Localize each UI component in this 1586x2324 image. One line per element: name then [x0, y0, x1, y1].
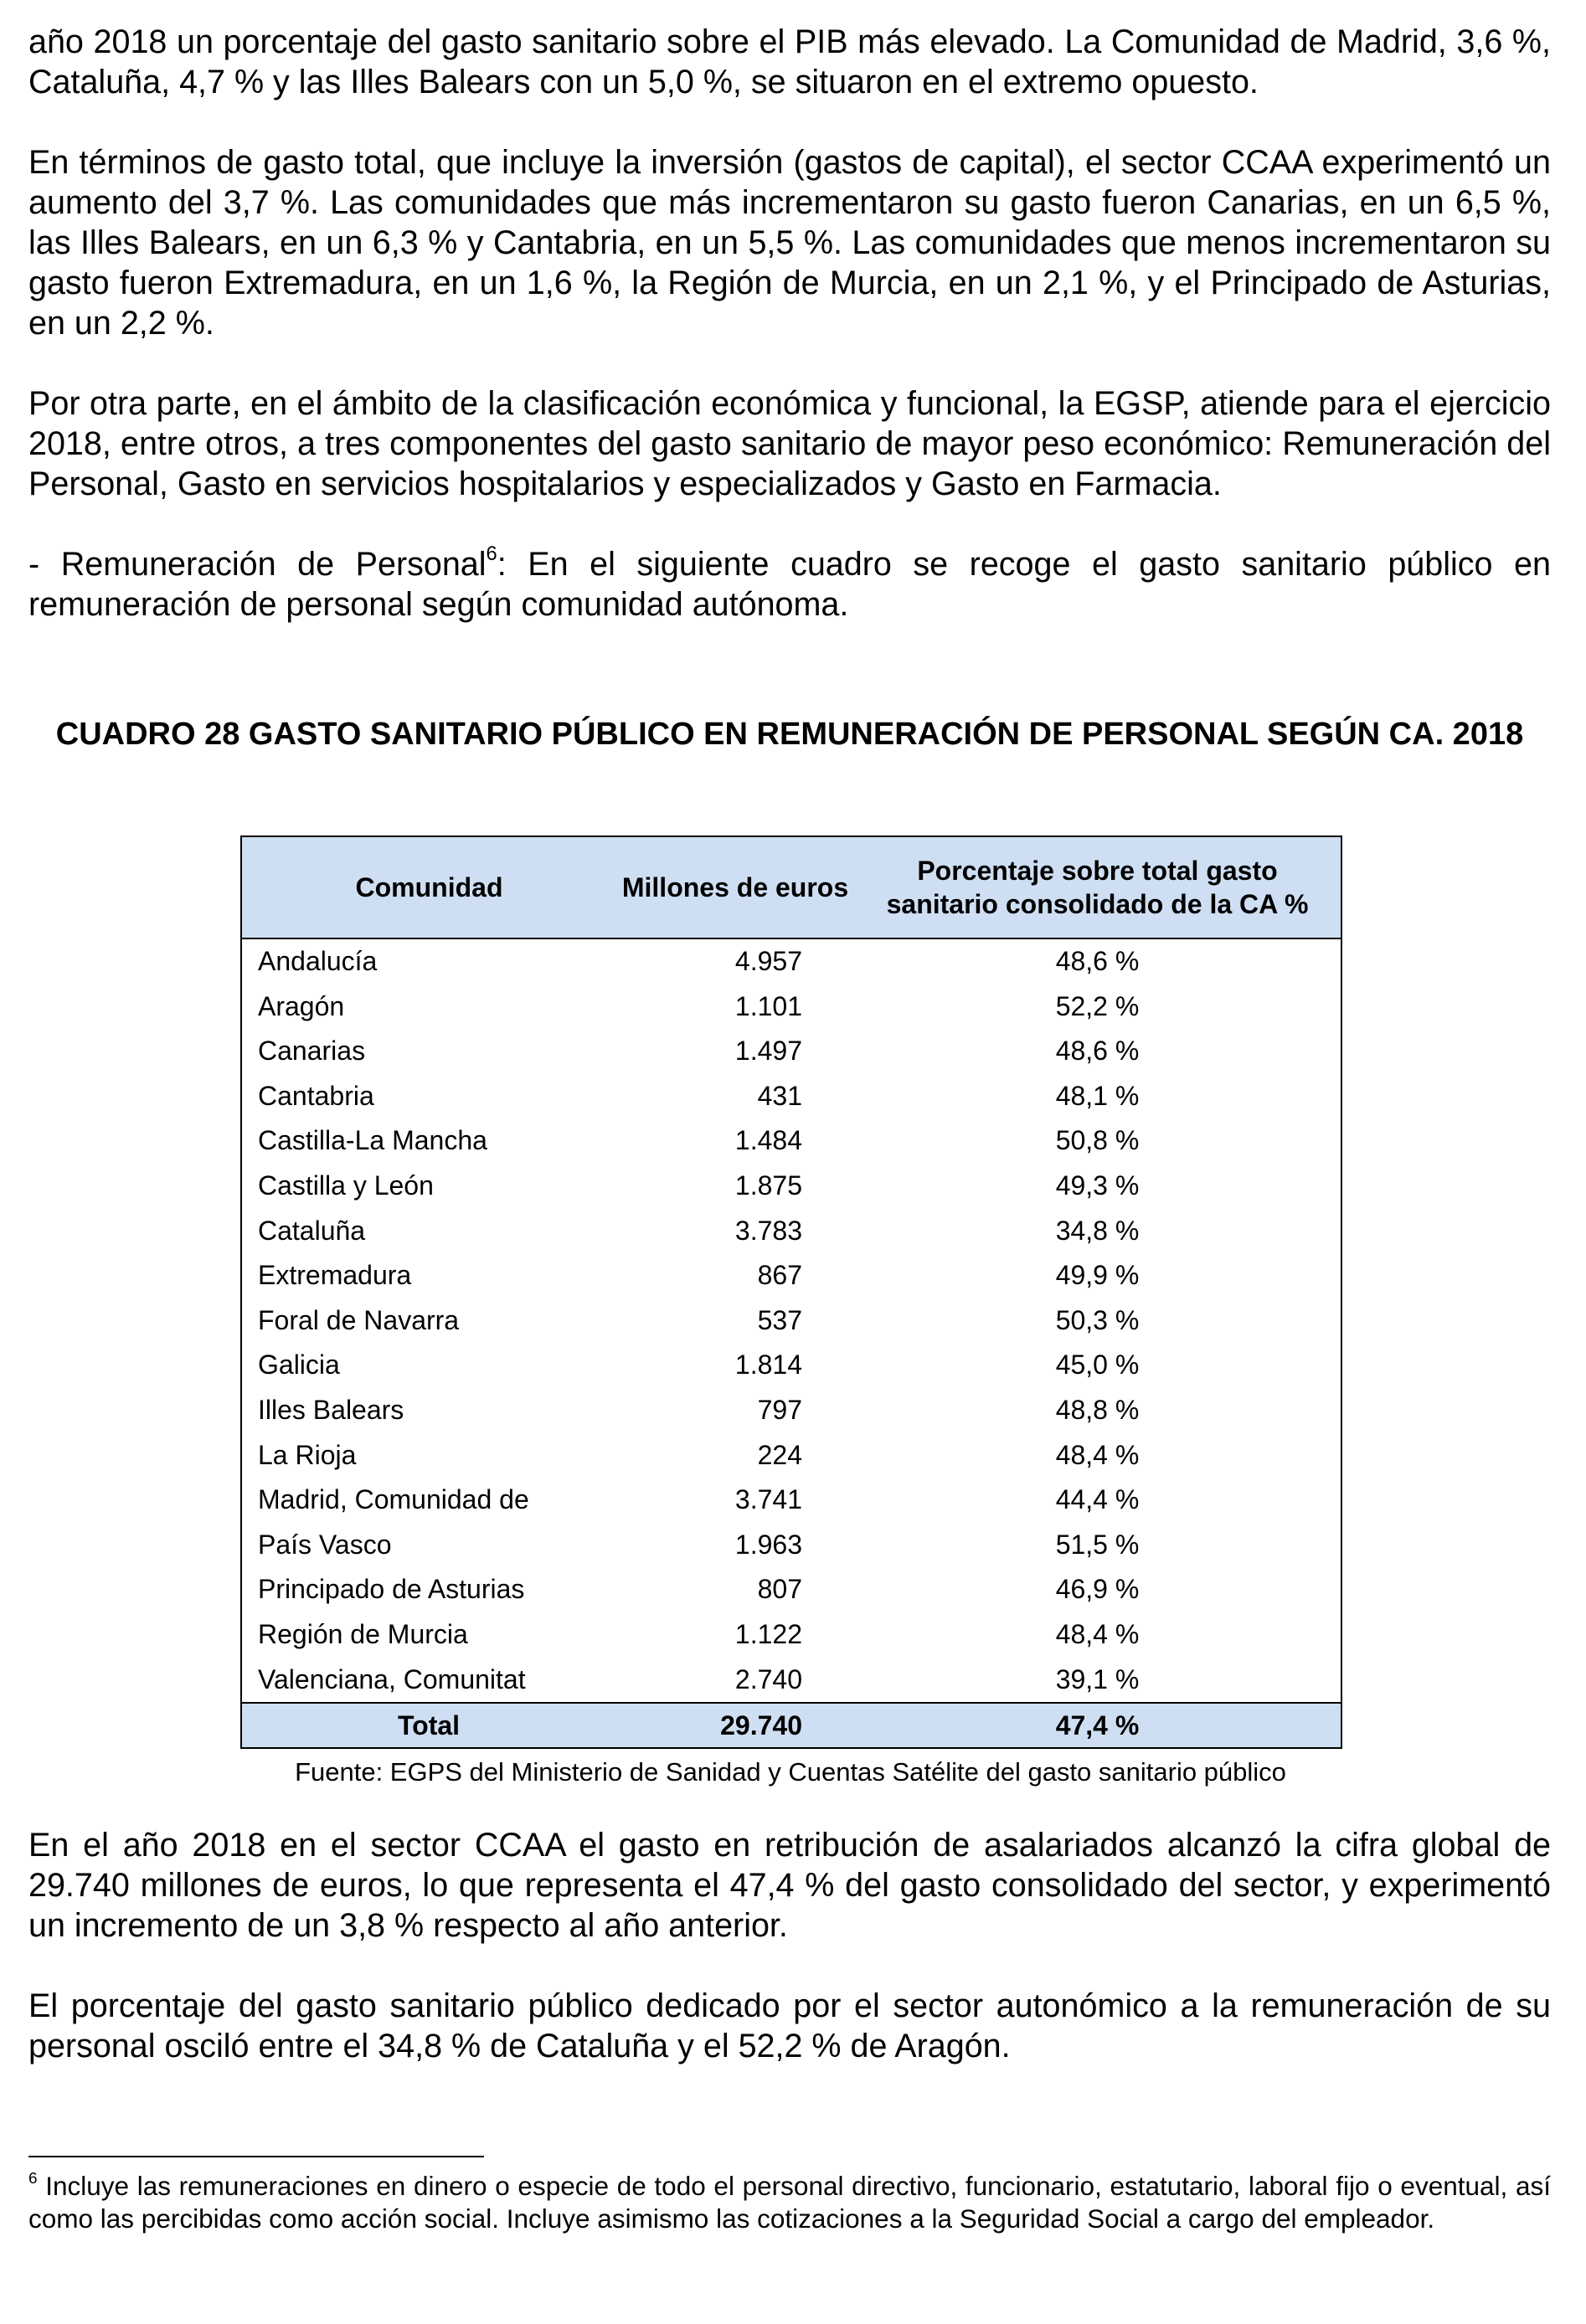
row-porcentaje: 48,1 % [1055, 1080, 1140, 1111]
footnote-ref: 6 [486, 543, 497, 566]
table-row [241, 1118, 1341, 1164]
row-porcentaje: 51,5 % [1055, 1529, 1140, 1560]
row-millones: 4.957 [734, 946, 802, 976]
row-porcentaje: 49,9 % [1055, 1260, 1140, 1291]
body-text-bottom [28, 1825, 1551, 2066]
table-row [241, 1523, 1341, 1568]
row-millones: 1.122 [734, 1618, 802, 1649]
table-row [241, 1343, 1341, 1388]
body-text-top [28, 22, 1551, 625]
row-porcentaje: 48,4 % [1055, 1618, 1140, 1649]
table-row [241, 1567, 1341, 1612]
total-porcentaje: 47,4 % [854, 1703, 1341, 1748]
paragraph-porcentaje-rango: El porcentaje del gasto sanitario público dedicado por el sector autonómico a la remuneración de su personal osciló entre el 34,8 % de Cataluña y el 52,2 % de Aragón. [28, 1987, 1551, 2064]
table-row [241, 1298, 1341, 1344]
row-millones: 1.875 [734, 1170, 802, 1201]
paragraph-retribucion: En el año 2018 en el sector CCAA el gasto en retribución de asalariados alcanzó la cifra global de 29.740 millones de euros, lo que representa el 47,4 % del gasto consolidado del sector, y experimentó un incremento de un 3,8 % respecto al año anterior. [28, 1827, 1551, 1944]
row-comunidad: Galicia [258, 1350, 340, 1381]
row-comunidad: Canarias [258, 1036, 366, 1067]
table-row [241, 1029, 1341, 1074]
table-row [241, 985, 1341, 1030]
table-source: Fuente: EGPS del Ministerio de Sanidad y Cuentas Satélite del gasto sanitario público [295, 1757, 1286, 1787]
row-comunidad: Aragón [258, 990, 345, 1021]
remuneracion-lead: - Remuneración de Personal [28, 546, 487, 583]
footnote-number: 6 [28, 2169, 38, 2188]
row-comunidad: Valenciana, Comunitat [258, 1663, 526, 1694]
total-millones: 29.740 [616, 1703, 854, 1748]
table-row [241, 1433, 1341, 1478]
row-comunidad: Cantabria [258, 1080, 374, 1111]
row-porcentaje: 48,4 % [1055, 1439, 1140, 1470]
row-millones: 1.484 [734, 1125, 802, 1156]
row-comunidad: La Rioja [258, 1439, 357, 1470]
row-comunidad: Cataluña [258, 1215, 366, 1246]
row-comunidad: Principado de Asturias [258, 1574, 525, 1605]
row-porcentaje: 46,9 % [1055, 1574, 1140, 1605]
paragraph-gasto-total: En términos de gasto total, que incluye la inversión (gastos de capital), el sector CCAA experimentó un aumento del 3,7 %. Las comunidades que más incrementaron su gasto fueron Canarias, en un 6,5 %, las Illes Balears, en un 6,3 % y Cantabria, en un 5,5 %. Las comunidades que menos incrementaron su gasto fueron Extremadura, en un 1,6 %, la Región de Murcia, en un 2,1 %, y el Principado de Asturias, en un 2,2 %. [28, 144, 1551, 342]
row-millones: 1.101 [734, 990, 802, 1021]
remuneracion-rest: : En el siguiente cuadro se recoge el gasto sanitario público en remuneración de personal según comunidad autónoma. [28, 546, 1551, 623]
row-porcentaje: 50,8 % [1055, 1125, 1140, 1156]
row-millones: 431 [757, 1080, 802, 1111]
table-row [241, 1209, 1341, 1254]
row-comunidad: Madrid, Comunidad de [258, 1484, 529, 1515]
row-comunidad: Andalucía [258, 946, 378, 976]
row-porcentaje: 48,8 % [1055, 1394, 1140, 1425]
remuneracion-table [240, 836, 1342, 1749]
footnote [28, 2170, 1551, 2235]
row-porcentaje: 52,2 % [1055, 990, 1140, 1021]
row-comunidad: Extremadura [258, 1260, 412, 1291]
row-comunidad: Región de Murcia [258, 1618, 468, 1649]
row-millones: 867 [757, 1260, 802, 1291]
row-millones: 1.963 [734, 1529, 802, 1560]
table-header-row [241, 836, 1341, 938]
table-row [241, 1658, 1341, 1704]
table-title: CUADRO 28 GASTO SANITARIO PÚBLICO EN REMUNERACIÓN DE PERSONAL SEGÚN CA. 2018 [55, 717, 1524, 752]
footnote-text: Incluye las remuneraciones en dinero o especie de todo el personal directivo, funcionario, estatutario, laboral fijo o eventual, así como las percibidas como acción social. Incluye asimismo las cotizaciones a la Seguridad Social a cargo del empleador. [28, 2171, 1551, 2234]
row-porcentaje: 34,8 % [1055, 1215, 1140, 1246]
row-comunidad: Foral de Navarra [258, 1304, 460, 1335]
header-porcentaje: Porcentaje sobre total gasto sanitario consolidado de la CA % [854, 836, 1341, 938]
row-millones: 3.741 [734, 1484, 802, 1515]
row-millones: 537 [757, 1304, 802, 1335]
row-porcentaje: 45,0 % [1055, 1350, 1140, 1381]
table-row [241, 1164, 1341, 1209]
table-row [241, 1388, 1341, 1433]
row-comunidad: Castilla y León [258, 1170, 434, 1201]
row-comunidad: Castilla-La Mancha [258, 1125, 487, 1156]
header-comunidad: Comunidad [241, 836, 616, 938]
table-row [241, 1612, 1341, 1658]
row-porcentaje: 39,1 % [1055, 1663, 1140, 1694]
paragraph-gasto-pib: año 2018 un porcentaje del gasto sanitario sobre el PIB más elevado. La Comunidad de Madrid, 3,6 %, Cataluña, 4,7 % y las Illes Balears con un 5,0 %, se situaron en el extremo opuesto. [28, 23, 1551, 100]
table-body [241, 938, 1341, 1703]
row-comunidad: Illes Balears [258, 1394, 404, 1425]
footnote-divider [28, 2156, 484, 2157]
row-millones: 1.814 [734, 1350, 802, 1381]
total-label: Total [241, 1703, 616, 1748]
row-porcentaje: 48,6 % [1055, 946, 1140, 976]
table-row [241, 938, 1341, 985]
paragraph-remuneracion-intro [28, 544, 1551, 625]
header-millones: Millones de euros [616, 836, 854, 938]
row-millones: 2.740 [734, 1663, 802, 1694]
paragraph-componentes: Por otra parte, en el ámbito de la clasificación económica y funcional, la EGSP, atiende para el ejercicio 2018, entre otros, a tres componentes del gasto sanitario de mayor peso económico: Remuneración del Personal, Gasto en servicios hospitalarios y especializados y Gasto en Farmacia. [28, 385, 1551, 502]
row-porcentaje: 50,3 % [1055, 1304, 1140, 1335]
row-millones: 3.783 [734, 1215, 802, 1246]
table-total-row [241, 1703, 1341, 1748]
row-millones: 807 [757, 1574, 802, 1605]
table-row [241, 1253, 1341, 1298]
row-porcentaje: 48,6 % [1055, 1036, 1140, 1067]
table-row [241, 1074, 1341, 1119]
table-row [241, 1478, 1341, 1523]
row-comunidad: País Vasco [258, 1529, 392, 1560]
row-porcentaje: 49,3 % [1055, 1170, 1140, 1201]
row-millones: 797 [757, 1394, 802, 1425]
row-millones: 224 [757, 1439, 802, 1470]
row-millones: 1.497 [734, 1036, 802, 1067]
row-porcentaje: 44,4 % [1055, 1484, 1140, 1515]
table-container [240, 836, 1341, 1749]
